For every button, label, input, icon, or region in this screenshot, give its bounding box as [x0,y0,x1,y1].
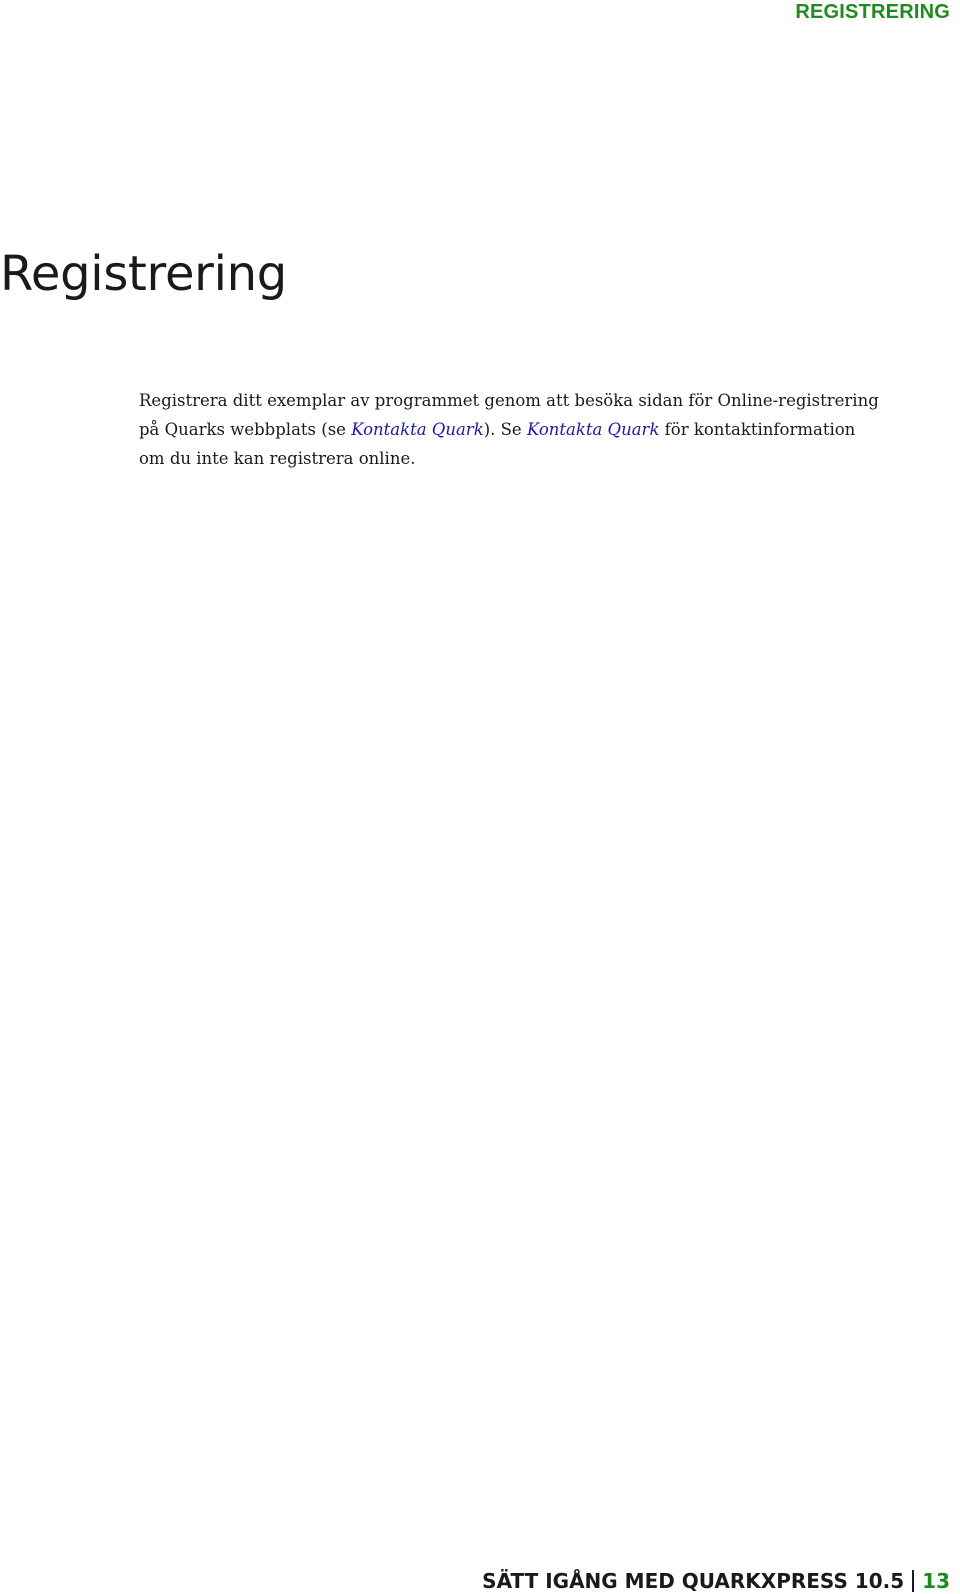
book-title: SÄTT IGÅNG MED QUARKXPRESS 10.5 [482,1569,905,1593]
contact-quark-link[interactable]: Kontakta Quark [526,420,660,439]
body-text-segment: för kontaktinformation om du inte kan registrera online. [139,420,856,468]
contact-quark-link[interactable]: Kontakta Quark [351,420,484,439]
page-title: Registrering [0,246,287,302]
body-paragraph [139,386,879,473]
running-footer [482,1568,950,1594]
body-text-segment: Registrera ditt exemplar av programmet genom att besöka sidan för Online-registrering på Quarks webbplats (se [139,391,879,439]
running-header: REGISTRERING [795,1,950,23]
footer-separator [912,1570,914,1592]
page-number: 13 [922,1569,950,1593]
body-text-segment: ). Se [483,420,527,439]
